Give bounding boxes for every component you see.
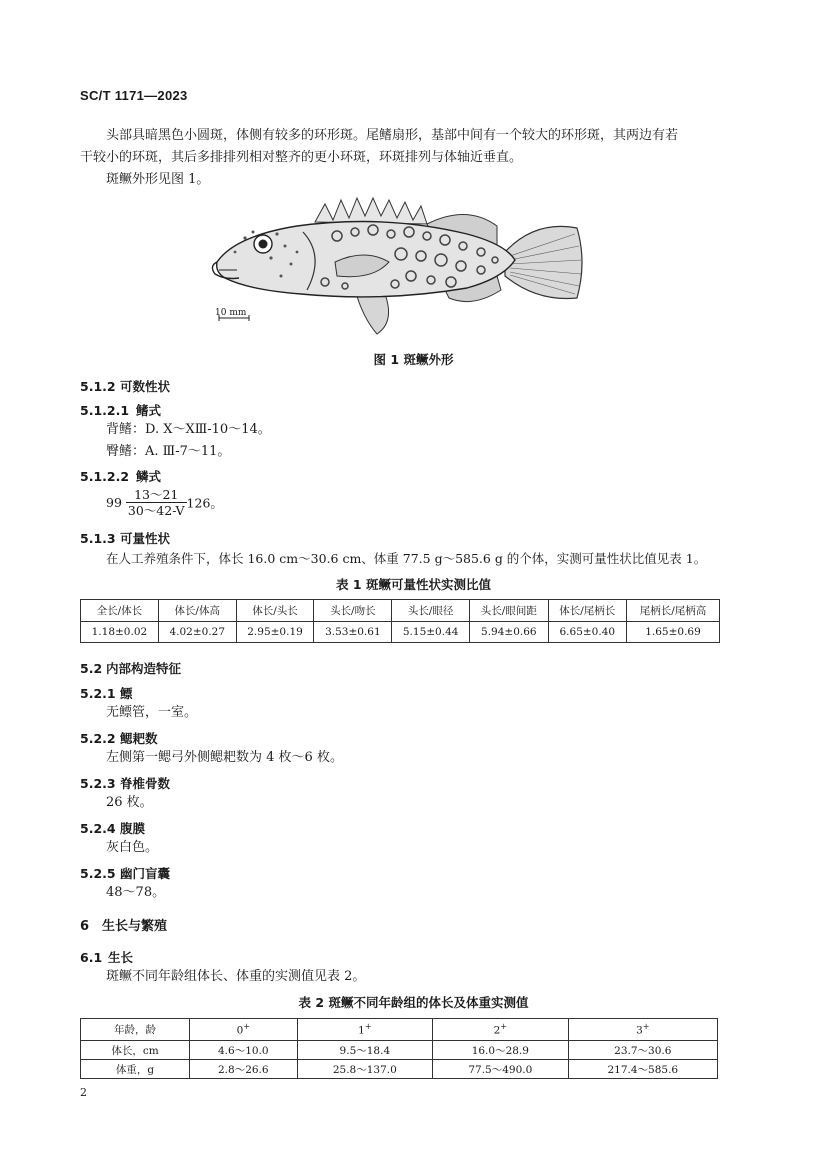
- age-plus: +: [364, 1022, 372, 1032]
- table-2-header-cell: [297, 1019, 432, 1041]
- table-2-row-label: 体长，cm: [81, 1041, 190, 1060]
- dorsal-fin-formula: 背鳍：D. Ⅹ～ⅩⅢ-10～14。: [106, 422, 271, 437]
- table-1-caption: 表 1 斑鳜可量性状实测比值: [336, 577, 491, 592]
- scale-formula-fraction: [126, 487, 187, 518]
- table-2-cell: 2.8～26.6: [190, 1060, 298, 1079]
- table-2-header-cell: [190, 1019, 298, 1041]
- table-1-header-cell: 全长/体长: [81, 600, 159, 622]
- scale-formula: [106, 487, 223, 518]
- table-1-header-cell: 头长/眼径: [392, 600, 470, 622]
- table-1: [80, 599, 720, 643]
- table-1-value-cell: 5.94±0.66: [470, 622, 548, 643]
- table-1-value-row: [81, 622, 720, 643]
- section-5-1-2-2-heading: [80, 467, 161, 485]
- age-value: 2: [493, 1024, 501, 1037]
- intro-line-2: 干较小的环斑，其后多排排列相对整齐的更小环斑，环斑排列与体轴近垂直。: [80, 150, 523, 165]
- section-title: 生长: [108, 950, 134, 965]
- table-1-header-cell: 尾柄长/尾柄高: [627, 600, 720, 622]
- table-2-caption: 表 2 斑鳜不同年龄组的体长及体重实测值: [298, 995, 529, 1010]
- intro-figure-ref: 斑鳜外形见图 1。: [106, 172, 210, 187]
- section-number: 5.2.3: [80, 776, 116, 791]
- table-2-header-cell: [433, 1019, 568, 1041]
- scale-label: 10 mm: [215, 308, 247, 318]
- intro-line-1: 头部具暗黑色小圆斑，体侧有较多的环形斑。尾鳍扇形，基部中间有一个较大的环形斑，其两边有若: [106, 128, 679, 143]
- section-5-2-1-heading: [80, 684, 133, 702]
- table-1-header-cell: 体长/尾柄长: [548, 600, 626, 622]
- section-5-2-3-heading: [80, 774, 170, 792]
- section-title: 脊椎骨数: [120, 776, 171, 791]
- table-1-value-cell: 3.53±0.61: [314, 622, 392, 643]
- table-2-header-cell: 年龄，龄: [81, 1019, 190, 1041]
- section-title: 可量性状: [120, 531, 171, 546]
- section-number: 5.1.2.1: [80, 403, 130, 418]
- section-title: 生长与繁殖: [102, 919, 168, 934]
- page-number: 2: [80, 1086, 87, 1099]
- table-2-header-row: [81, 1019, 718, 1041]
- section-6-heading: [80, 915, 167, 934]
- table-2-cell: 16.0～28.9: [433, 1041, 568, 1060]
- table-2-cell: 4.6～10.0: [190, 1041, 298, 1060]
- document-header: SC/T 1171—2023: [80, 88, 188, 103]
- age-value: 3: [636, 1024, 643, 1037]
- gill-rakers-text: 左侧第一鳃弓外侧鳃耙数为 4 枚～6 枚。: [106, 750, 343, 765]
- table-2-cell: 23.7～30.6: [568, 1041, 717, 1060]
- figure-1-caption: 图 1 斑鳜外形: [373, 352, 454, 367]
- table-2-cell: 217.4～585.6: [568, 1060, 717, 1079]
- table-2-body-weight-row: [81, 1060, 718, 1079]
- section-title: 鳃耙数: [120, 731, 158, 746]
- section-title: 幽门盲囊: [120, 866, 171, 881]
- section-number: 5.2.5: [80, 866, 116, 881]
- pyloric-caeca-text: 48～78。: [106, 885, 166, 900]
- table-2-cell: 9.5～18.4: [297, 1041, 432, 1060]
- section-5-2-heading: [80, 659, 181, 677]
- table-1-header-cell: 头长/吻长: [314, 600, 392, 622]
- section-5-1-2-1-heading: [80, 401, 161, 419]
- section-6-1-heading: [80, 948, 133, 966]
- scale-formula-suffix: 126。: [186, 495, 223, 511]
- section-title: 鳍式: [136, 403, 162, 418]
- section-title: 鳔: [120, 686, 133, 701]
- scale-formula-numerator: 13～21: [126, 487, 187, 503]
- table-2-cell: 25.8～137.0: [297, 1060, 432, 1079]
- table-2-row-label: 体重，g: [81, 1060, 190, 1079]
- table-2-header-cell: [568, 1019, 717, 1041]
- section-5-1-2-heading: [80, 377, 170, 395]
- section-5-2-5-heading: [80, 864, 170, 882]
- age-plus: +: [500, 1022, 508, 1032]
- section-number: 5.1.3: [80, 531, 116, 546]
- section-title: 内部构造特征: [106, 661, 182, 676]
- table-1-value-cell: 4.02±0.27: [158, 622, 236, 643]
- section-number: 5.2.1: [80, 686, 116, 701]
- age-value: 0: [236, 1024, 244, 1037]
- scale-formula-prefix: 99: [106, 495, 122, 510]
- section-number: 5.1.2: [80, 379, 116, 394]
- age-value: 1: [358, 1024, 365, 1037]
- growth-text: 斑鳜不同年龄组体长、体重的实测值见表 2。: [106, 969, 366, 984]
- measurable-traits-text: 在人工养殖条件下，体长 16.0 cm～30.6 cm、体重 77.5 g～585.6 g 的个体，实测可量性状比值见表 1。: [106, 551, 707, 566]
- table-2-body-length-row: [81, 1041, 718, 1060]
- table-1-header-cell: 体长/体高: [158, 600, 236, 622]
- table-1-header-row: [81, 600, 720, 622]
- section-number: 6: [80, 919, 90, 934]
- table-1-value-cell: 6.65±0.40: [548, 622, 626, 643]
- section-5-1-3-heading: [80, 529, 170, 547]
- age-plus: +: [243, 1022, 250, 1032]
- anal-fin-formula: 臀鳍：A. Ⅲ-7～11。: [106, 444, 231, 459]
- table-1-value-cell: 5.15±0.44: [392, 622, 470, 643]
- section-5-2-2-heading: [80, 729, 158, 747]
- table-1-header-cell: 体长/头长: [236, 600, 314, 622]
- section-number: 5.2.4: [80, 821, 116, 836]
- section-number: 5.2: [80, 661, 103, 676]
- section-number: 5.2.2: [80, 731, 116, 746]
- peritoneum-text: 灰白色。: [106, 840, 159, 855]
- scale-formula-denominator: 30～42-V: [127, 503, 185, 518]
- section-title: 鳞式: [136, 469, 162, 484]
- section-title: 可数性状: [120, 379, 171, 394]
- section-number: 5.1.2.2: [80, 469, 130, 484]
- table-1-value-cell: 1.18±0.02: [81, 622, 159, 643]
- section-5-2-4-heading: [80, 819, 145, 837]
- fish-illustration: [205, 190, 595, 340]
- table-1-header-cell: 头长/眼间距: [470, 600, 548, 622]
- table-1-value-cell: 1.65±0.69: [627, 622, 720, 643]
- section-number: 6.1: [80, 950, 103, 965]
- table-2-cell: 77.5～490.0: [433, 1060, 568, 1079]
- section-title: 腹膜: [120, 821, 146, 836]
- table-1-value-cell: 2.95±0.19: [236, 622, 314, 643]
- vertebrae-text: 26 枚。: [106, 795, 153, 810]
- table-2: [80, 1018, 718, 1079]
- swim-bladder-text: 无鳔管，一室。: [106, 705, 198, 720]
- age-plus: +: [642, 1022, 650, 1032]
